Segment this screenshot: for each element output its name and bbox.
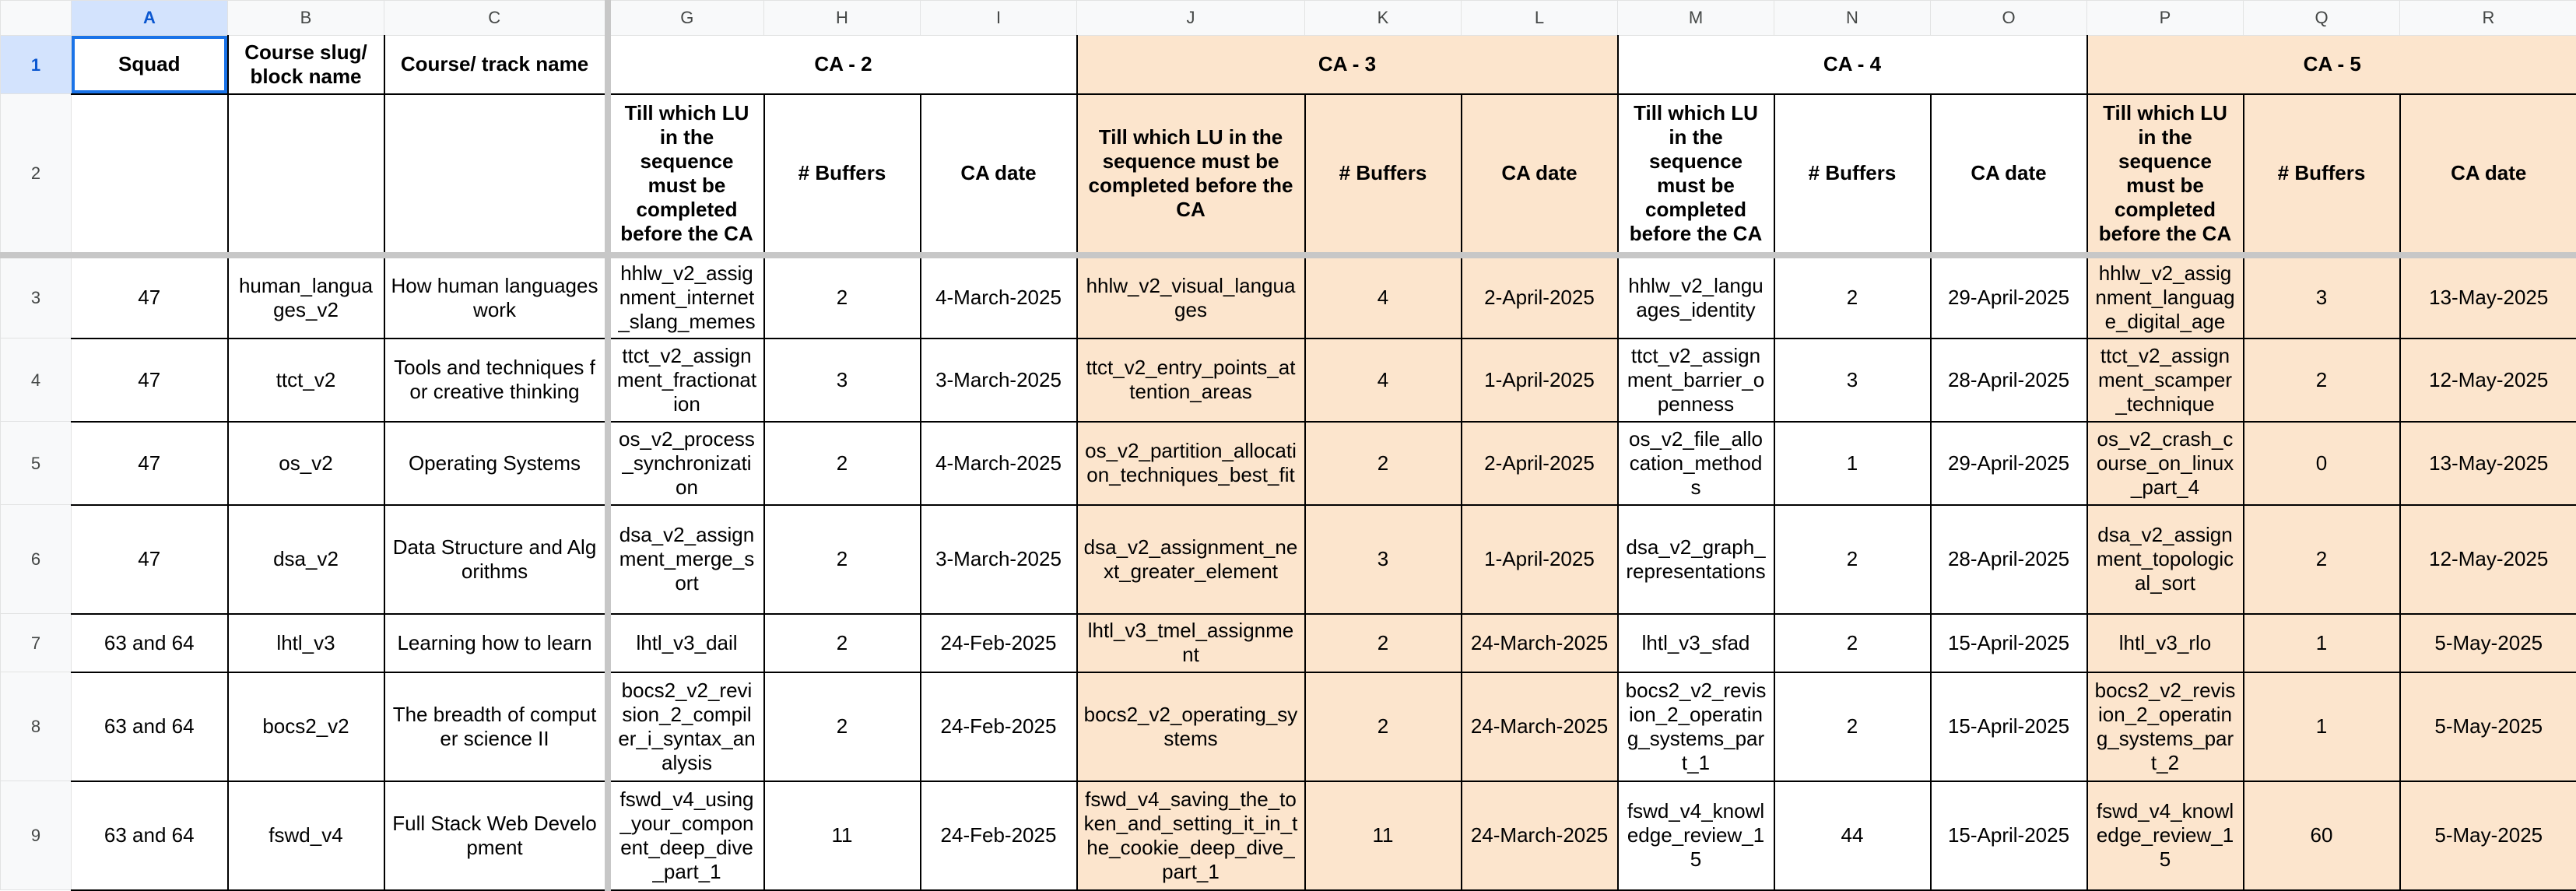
cell-ca5-date[interactable]: 5-May-2025 (2400, 614, 2576, 672)
cell-ca3-lu[interactable]: bocs2_v2_operating_systems (1077, 672, 1305, 781)
cell-ca4-lu[interactable]: lhtl_v3_sfad (1618, 614, 1774, 672)
cell-ca3-date[interactable]: 2-April-2025 (1462, 422, 1618, 505)
cell-track-name[interactable]: Learning how to learn (384, 614, 608, 672)
cell-ca2-date[interactable]: 24-Feb-2025 (921, 781, 1077, 890)
cell-ca2-buffers[interactable]: 3 (764, 339, 921, 422)
table-row (1, 339, 2576, 422)
cell-ca3-lu[interactable]: ttct_v2_entry_points_attention_areas (1077, 339, 1305, 422)
header-row-1 (1, 36, 2576, 94)
cell-ca5-buffers-header[interactable]: # Buffers (2244, 94, 2400, 255)
cell-ca3-buffers[interactable]: 2 (1305, 672, 1462, 781)
cell-ca4-date[interactable]: 28-April-2025 (1931, 339, 2087, 422)
row-header[interactable]: 4 (1, 339, 72, 422)
cell-ca4-date[interactable]: 15-April-2025 (1931, 781, 2087, 890)
cell-ca4-lu[interactable]: bocs2_v2_revision_2_operating_systems_part_1 (1618, 672, 1774, 781)
cell-ca3-lu-header[interactable]: Till which LU in the sequence must be completed before the CA (1077, 94, 1305, 255)
cell-ca3-buffers[interactable]: 4 (1305, 339, 1462, 422)
cell-squad[interactable]: 63 and 64 (72, 781, 228, 890)
cell-ca5-buffers[interactable]: 2 (2244, 505, 2400, 614)
cell-ca5-date[interactable]: 12-May-2025 (2400, 339, 2576, 422)
cell-ca5-date[interactable]: 13-May-2025 (2400, 255, 2576, 339)
cell-ca4-buffers[interactable]: 3 (1774, 339, 1931, 422)
column-header-M[interactable]: M (1618, 1, 1774, 36)
cell-ca4-buffers[interactable]: 2 (1774, 505, 1931, 614)
table-row (1, 422, 2576, 505)
cell-ca2-buffers-header[interactable]: # Buffers (764, 94, 921, 255)
cell-ca4-date[interactable]: 29-April-2025 (1931, 255, 2087, 339)
cell-ca3-buffers[interactable]: 11 (1305, 781, 1462, 890)
column-header-B[interactable]: B (228, 1, 384, 36)
row-header[interactable]: 1 (1, 36, 72, 94)
column-header-N[interactable]: N (1774, 1, 1931, 36)
cell-ca5-lu[interactable]: ttct_v2_assignment_scamper_technique (2087, 339, 2244, 422)
cell-course-slug[interactable]: bocs2_v2 (228, 672, 384, 781)
cell-ca3-lu[interactable]: lhtl_v3_tmel_assignment (1077, 614, 1305, 672)
row-header[interactable]: 8 (1, 672, 72, 781)
table-row (1, 672, 2576, 781)
cell-ca2-lu-header[interactable]: Till which LU in the sequence must be completed before the CA (608, 94, 764, 255)
cell-squad[interactable]: 47 (72, 505, 228, 614)
cell-ca5-lu[interactable]: fswd_v4_knowledge_review_15 (2087, 781, 2244, 890)
cell-ca2-lu[interactable]: bocs2_v2_revision_2_compiler_i_syntax_analysis (608, 672, 764, 781)
cell-ca2-lu[interactable]: os_v2_process_synchronization (608, 422, 764, 505)
cell-ca2-lu[interactable]: lhtl_v3_dail (608, 614, 764, 672)
column-header-O[interactable]: O (1931, 1, 2087, 36)
row-header[interactable]: 2 (1, 94, 72, 255)
cell-squad[interactable]: 63 and 64 (72, 614, 228, 672)
header-row-2 (1, 94, 2576, 255)
cell-ca5-date-header[interactable]: CA date (2400, 94, 2576, 255)
column-header-row (1, 1, 2576, 36)
cell-squad[interactable]: 47 (72, 339, 228, 422)
cell-track-name[interactable]: Tools and techniques for creative thinking (384, 339, 608, 422)
cell-ca5-buffers[interactable]: 60 (2244, 781, 2400, 890)
cell-ca5-buffers[interactable]: 3 (2244, 255, 2400, 339)
cell-ca4-buffers[interactable]: 2 (1774, 255, 1931, 339)
cell-ca2-buffers[interactable]: 2 (764, 672, 921, 781)
cell-ca2-buffers[interactable]: 2 (764, 422, 921, 505)
cell-ca3-date[interactable]: 24-March-2025 (1462, 614, 1618, 672)
cell-ca4-date[interactable]: 15-April-2025 (1931, 614, 2087, 672)
cell-ca2-buffers[interactable]: 2 (764, 255, 921, 339)
cell-course-slug[interactable]: lhtl_v3 (228, 614, 384, 672)
cell-squad[interactable]: 63 and 64 (72, 672, 228, 781)
cell-ca3-header[interactable]: CA - 3 (1077, 36, 1618, 94)
cell-ca5-lu[interactable]: os_v2_crash_course_on_linux_part_4 (2087, 422, 2244, 505)
cell-ca5-date[interactable]: 13-May-2025 (2400, 422, 2576, 505)
cell-ca4-lu[interactable]: hhlw_v2_languages_identity (1618, 255, 1774, 339)
table-row (1, 781, 2576, 890)
cell-ca3-buffers[interactable]: 2 (1305, 614, 1462, 672)
cell-ca5-lu-header[interactable]: Till which LU in the sequence must be completed before the CA (2087, 94, 2244, 255)
cell-ca4-date[interactable]: 29-April-2025 (1931, 422, 2087, 505)
cell-ca2-date[interactable]: 3-March-2025 (921, 339, 1077, 422)
cell-ca2-buffers[interactable]: 2 (764, 505, 921, 614)
cell-ca2-buffers[interactable]: 11 (764, 781, 921, 890)
cell-ca5-lu[interactable]: bocs2_v2_revision_2_operating_systems_part_2 (2087, 672, 2244, 781)
cell-ca2-lu[interactable]: ttct_v2_assignment_fractionation (608, 339, 764, 422)
cell-empty[interactable] (228, 94, 384, 255)
cell-ca5-date[interactable]: 12-May-2025 (2400, 505, 2576, 614)
cell-squad-header[interactable]: Squad (72, 36, 228, 94)
column-header-A[interactable]: A (72, 1, 228, 36)
cell-ca5-lu[interactable]: dsa_v2_assignment_topological_sort (2087, 505, 2244, 614)
cell-track-name[interactable]: Full Stack Web Development (384, 781, 608, 890)
cell-ca3-lu[interactable]: os_v2_partition_allocation_techniques_best_fit (1077, 422, 1305, 505)
cell-ca5-buffers[interactable]: 1 (2244, 614, 2400, 672)
cell-ca3-date[interactable]: 24-March-2025 (1462, 672, 1618, 781)
cell-ca4-buffers[interactable]: 2 (1774, 614, 1931, 672)
cell-ca4-lu[interactable]: fswd_v4_knowledge_review_15 (1618, 781, 1774, 890)
cell-ca3-lu[interactable]: dsa_v2_assignment_next_greater_element (1077, 505, 1305, 614)
cell-ca4-lu-header[interactable]: Till which LU in the sequence must be completed before the CA (1618, 94, 1774, 255)
table-row (1, 255, 2576, 339)
cell-ca3-date[interactable]: 24-March-2025 (1462, 781, 1618, 890)
cell-ca2-date[interactable]: 24-Feb-2025 (921, 614, 1077, 672)
cell-track-name[interactable]: Data Structure and Algorithms (384, 505, 608, 614)
cell-track-name[interactable]: Operating Systems (384, 422, 608, 505)
cell-track-header[interactable]: Course/ track name (384, 36, 608, 94)
row-header[interactable]: 7 (1, 614, 72, 672)
column-header-J[interactable]: J (1077, 1, 1305, 36)
cell-ca3-buffers-header[interactable]: # Buffers (1305, 94, 1462, 255)
cell-ca3-date-header[interactable]: CA date (1462, 94, 1618, 255)
cell-empty[interactable] (384, 94, 608, 255)
cell-ca2-date[interactable]: 4-March-2025 (921, 422, 1077, 505)
column-header-L[interactable]: L (1462, 1, 1618, 36)
cell-track-name[interactable]: How human languages work (384, 255, 608, 339)
cell-ca4-date[interactable]: 28-April-2025 (1931, 505, 2087, 614)
cell-ca5-header[interactable]: CA - 5 (2087, 36, 2576, 94)
cell-ca2-date[interactable]: 24-Feb-2025 (921, 672, 1077, 781)
cell-ca5-buffers[interactable]: 0 (2244, 422, 2400, 505)
column-header-C[interactable]: C (384, 1, 608, 36)
column-header-R[interactable]: R (2400, 1, 2576, 36)
cell-course-slug[interactable]: human_languages_v2 (228, 255, 384, 339)
cell-ca5-buffers[interactable]: 1 (2244, 672, 2400, 781)
cell-ca3-buffers[interactable]: 2 (1305, 422, 1462, 505)
cell-ca4-buffers[interactable]: 1 (1774, 422, 1931, 505)
cell-ca3-date[interactable]: 1-April-2025 (1462, 339, 1618, 422)
cell-empty[interactable] (72, 94, 228, 255)
cell-ca3-buffers[interactable]: 4 (1305, 255, 1462, 339)
cell-ca5-date[interactable]: 5-May-2025 (2400, 672, 2576, 781)
column-header-P[interactable]: P (2087, 1, 2244, 36)
cell-course-slug[interactable]: fswd_v4 (228, 781, 384, 890)
cell-ca2-header[interactable]: CA - 2 (608, 36, 1077, 94)
cell-squad[interactable]: 47 (72, 422, 228, 505)
cell-ca3-lu[interactable]: fswd_v4_saving_the_token_and_setting_it_in_the_cookie_deep_dive_part_1 (1077, 781, 1305, 890)
cell-course-slug[interactable]: dsa_v2 (228, 505, 384, 614)
column-header-I[interactable]: I (921, 1, 1077, 36)
cell-ca4-lu[interactable]: dsa_v2_graph_representations (1618, 505, 1774, 614)
cell-ca4-lu[interactable]: ttct_v2_assignment_barrier_openness (1618, 339, 1774, 422)
cell-ca4-date-header[interactable]: CA date (1931, 94, 2087, 255)
column-header-H[interactable]: H (764, 1, 921, 36)
cell-ca2-date[interactable]: 4-March-2025 (921, 255, 1077, 339)
cell-ca3-buffers[interactable]: 3 (1305, 505, 1462, 614)
cell-ca4-buffers[interactable]: 2 (1774, 672, 1931, 781)
cell-ca3-lu[interactable]: hhlw_v2_visual_languages (1077, 255, 1305, 339)
row-header[interactable]: 5 (1, 422, 72, 505)
cell-ca5-lu[interactable]: hhlw_v2_assignment_language_digital_age (2087, 255, 2244, 339)
cell-squad[interactable]: 47 (72, 255, 228, 339)
cell-ca2-lu[interactable]: dsa_v2_assignment_merge_sort (608, 505, 764, 614)
cell-ca2-lu[interactable]: hhlw_v2_assignment_internet_slang_memes (608, 255, 764, 339)
column-header-Q[interactable]: Q (2244, 1, 2400, 36)
cell-ca4-date[interactable]: 15-April-2025 (1931, 672, 2087, 781)
cell-track-name[interactable]: The breadth of computer science II (384, 672, 608, 781)
cell-course-slug[interactable]: ttct_v2 (228, 339, 384, 422)
cell-slug-header[interactable]: Course slug/ block name (228, 36, 384, 94)
cell-ca2-date[interactable]: 3-March-2025 (921, 505, 1077, 614)
row-header[interactable]: 6 (1, 505, 72, 614)
select-all-corner[interactable] (1, 1, 72, 36)
cell-ca2-lu[interactable]: fswd_v4_using_your_component_deep_dive_part_1 (608, 781, 764, 890)
cell-ca5-date[interactable]: 5-May-2025 (2400, 781, 2576, 890)
table-row (1, 614, 2576, 672)
table-row (1, 505, 2576, 614)
row-header[interactable]: 9 (1, 781, 72, 890)
row-header[interactable]: 3 (1, 255, 72, 339)
cell-course-slug[interactable]: os_v2 (228, 422, 384, 505)
cell-ca4-header[interactable]: CA - 4 (1618, 36, 2087, 94)
column-header-G[interactable]: G (608, 1, 764, 36)
cell-ca5-lu[interactable]: lhtl_v3_rlo (2087, 614, 2244, 672)
cell-ca4-buffers-header[interactable]: # Buffers (1774, 94, 1931, 255)
cell-ca4-lu[interactable]: os_v2_file_allocation_methods (1618, 422, 1774, 505)
cell-ca4-buffers[interactable]: 44 (1774, 781, 1931, 890)
cell-ca3-date[interactable]: 2-April-2025 (1462, 255, 1618, 339)
cell-ca2-date-header[interactable]: CA date (921, 94, 1077, 255)
cell-ca2-buffers[interactable]: 2 (764, 614, 921, 672)
cell-ca3-date[interactable]: 1-April-2025 (1462, 505, 1618, 614)
cell-ca5-buffers[interactable]: 2 (2244, 339, 2400, 422)
column-header-K[interactable]: K (1305, 1, 1462, 36)
